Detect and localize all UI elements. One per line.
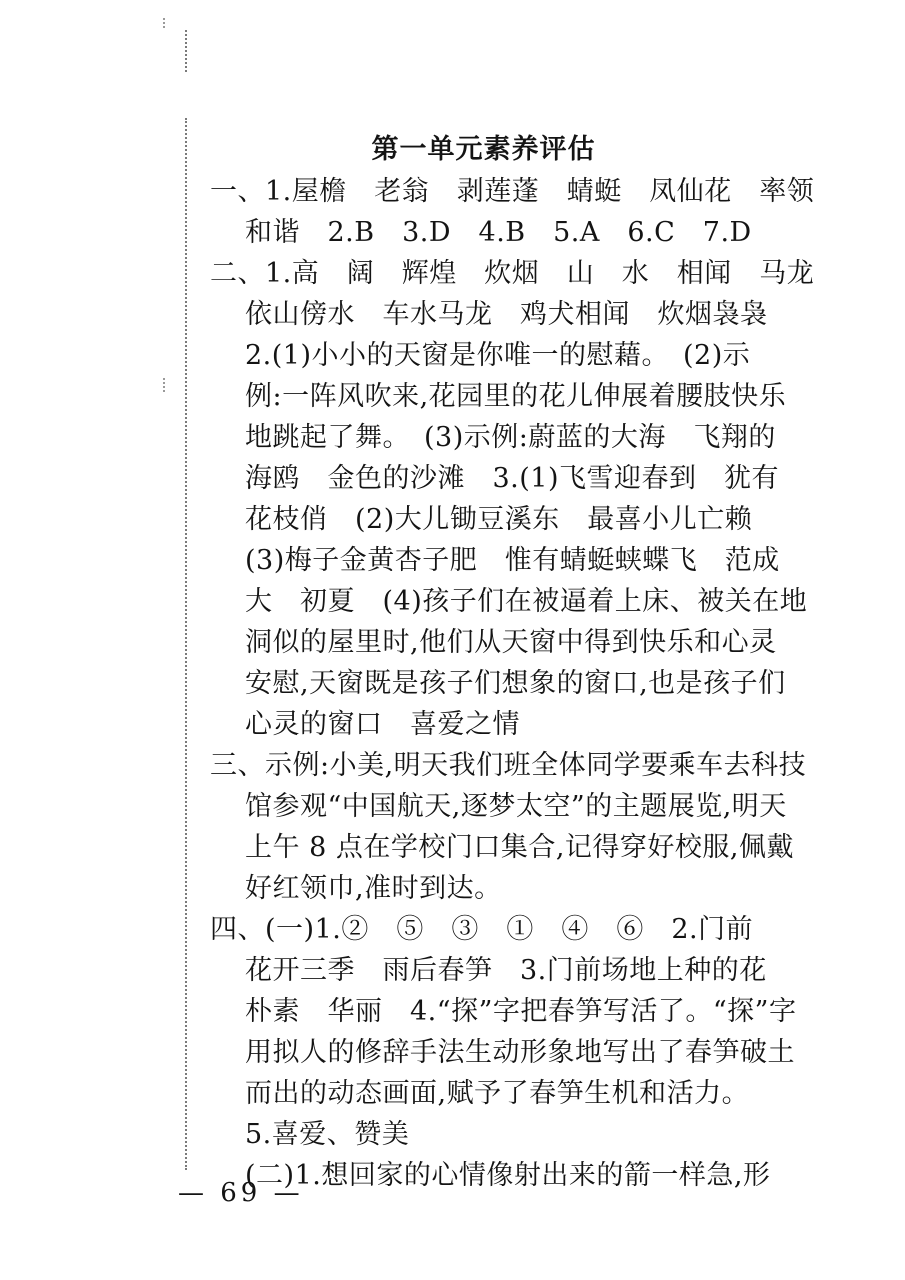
answer-line: 三、示例:小美,明天我们班全体同学要乘车去科技 (210, 750, 807, 781)
answer-line: 馆参观“中国航天,逐梦太空”的主题展览,明天 (245, 791, 787, 822)
answer-line: (3)梅子金黄杏子肥 惟有蜻蜓蛱蝶飞 范成 (245, 545, 780, 576)
answer-line: 5.喜爱、赞美 (245, 1119, 410, 1150)
answer-line: 花枝俏 (2)大儿锄豆溪东 最喜小儿亡赖 (245, 504, 753, 535)
answer-line: 2.(1)小小的天窗是你唯一的慰藉。 (2)示 (245, 340, 751, 371)
binding-margin-line (185, 118, 187, 1170)
answer-line: 和谐 2.B 3.D 4.B 5.A 6.C 7.D (245, 217, 752, 248)
answer-line: 二、1.高 阔 辉煌 炊烟 山 水 相闻 马龙 (210, 258, 815, 289)
answer-line: 好红领巾,准时到达。 (245, 873, 502, 904)
answer-line: 用拟人的修辞手法生动形象地写出了春笋破土 (245, 1037, 795, 1068)
answer-line: 安慰,天窗既是孩子们想象的窗口,也是孩子们 (245, 668, 786, 699)
answer-line: 上午 8 点在学校门口集合,记得穿好校服,佩戴 (245, 832, 795, 863)
answer-line: 依山傍水 车水马龙 鸡犬相闻 炊烟袅袅 (245, 299, 768, 330)
answer-line: 地跳起了舞。 (3)示例:蔚蓝的大海 飞翔的 (245, 422, 776, 453)
answer-line: 海鸥 金色的沙滩 3.(1)飞雪迎春到 犹有 (245, 463, 780, 494)
answer-line: 花开三季 雨后春笋 3.门前场地上种的花 (245, 955, 767, 986)
answer-line: 朴素 华丽 4.“探”字把春笋写活了。“探”字 (245, 996, 797, 1027)
answer-line: 一、1.屋檐 老翁 剥莲蓬 蜻蜓 凤仙花 率领 (210, 176, 815, 207)
binding-tick-2 (163, 378, 165, 392)
answer-line: 心灵的窗口 喜爱之情 (245, 709, 520, 740)
answer-line: 大 初夏 (4)孩子们在被逼着上床、被关在地 (245, 586, 808, 617)
binding-tick-1 (163, 18, 165, 28)
answer-line: (二)1.想回家的心情像射出来的箭一样急,形 (245, 1160, 771, 1191)
answer-line: 洞似的屋里时,他们从天窗中得到快乐和心灵 (245, 627, 777, 658)
binding-margin-top (185, 30, 187, 72)
page-title: 第一单元素养评估 (371, 134, 596, 165)
answer-line: 四、(一)1.② ⑤ ③ ① ④ ⑥ 2.门前 (210, 914, 754, 945)
page-number: — 69 — (178, 1178, 304, 1208)
answer-line: 而出的动态画面,赋予了春笋生机和活力。 (245, 1078, 750, 1109)
answer-line: 例:一阵风吹来,花园里的花儿伸展着腰肢快乐 (245, 381, 787, 412)
